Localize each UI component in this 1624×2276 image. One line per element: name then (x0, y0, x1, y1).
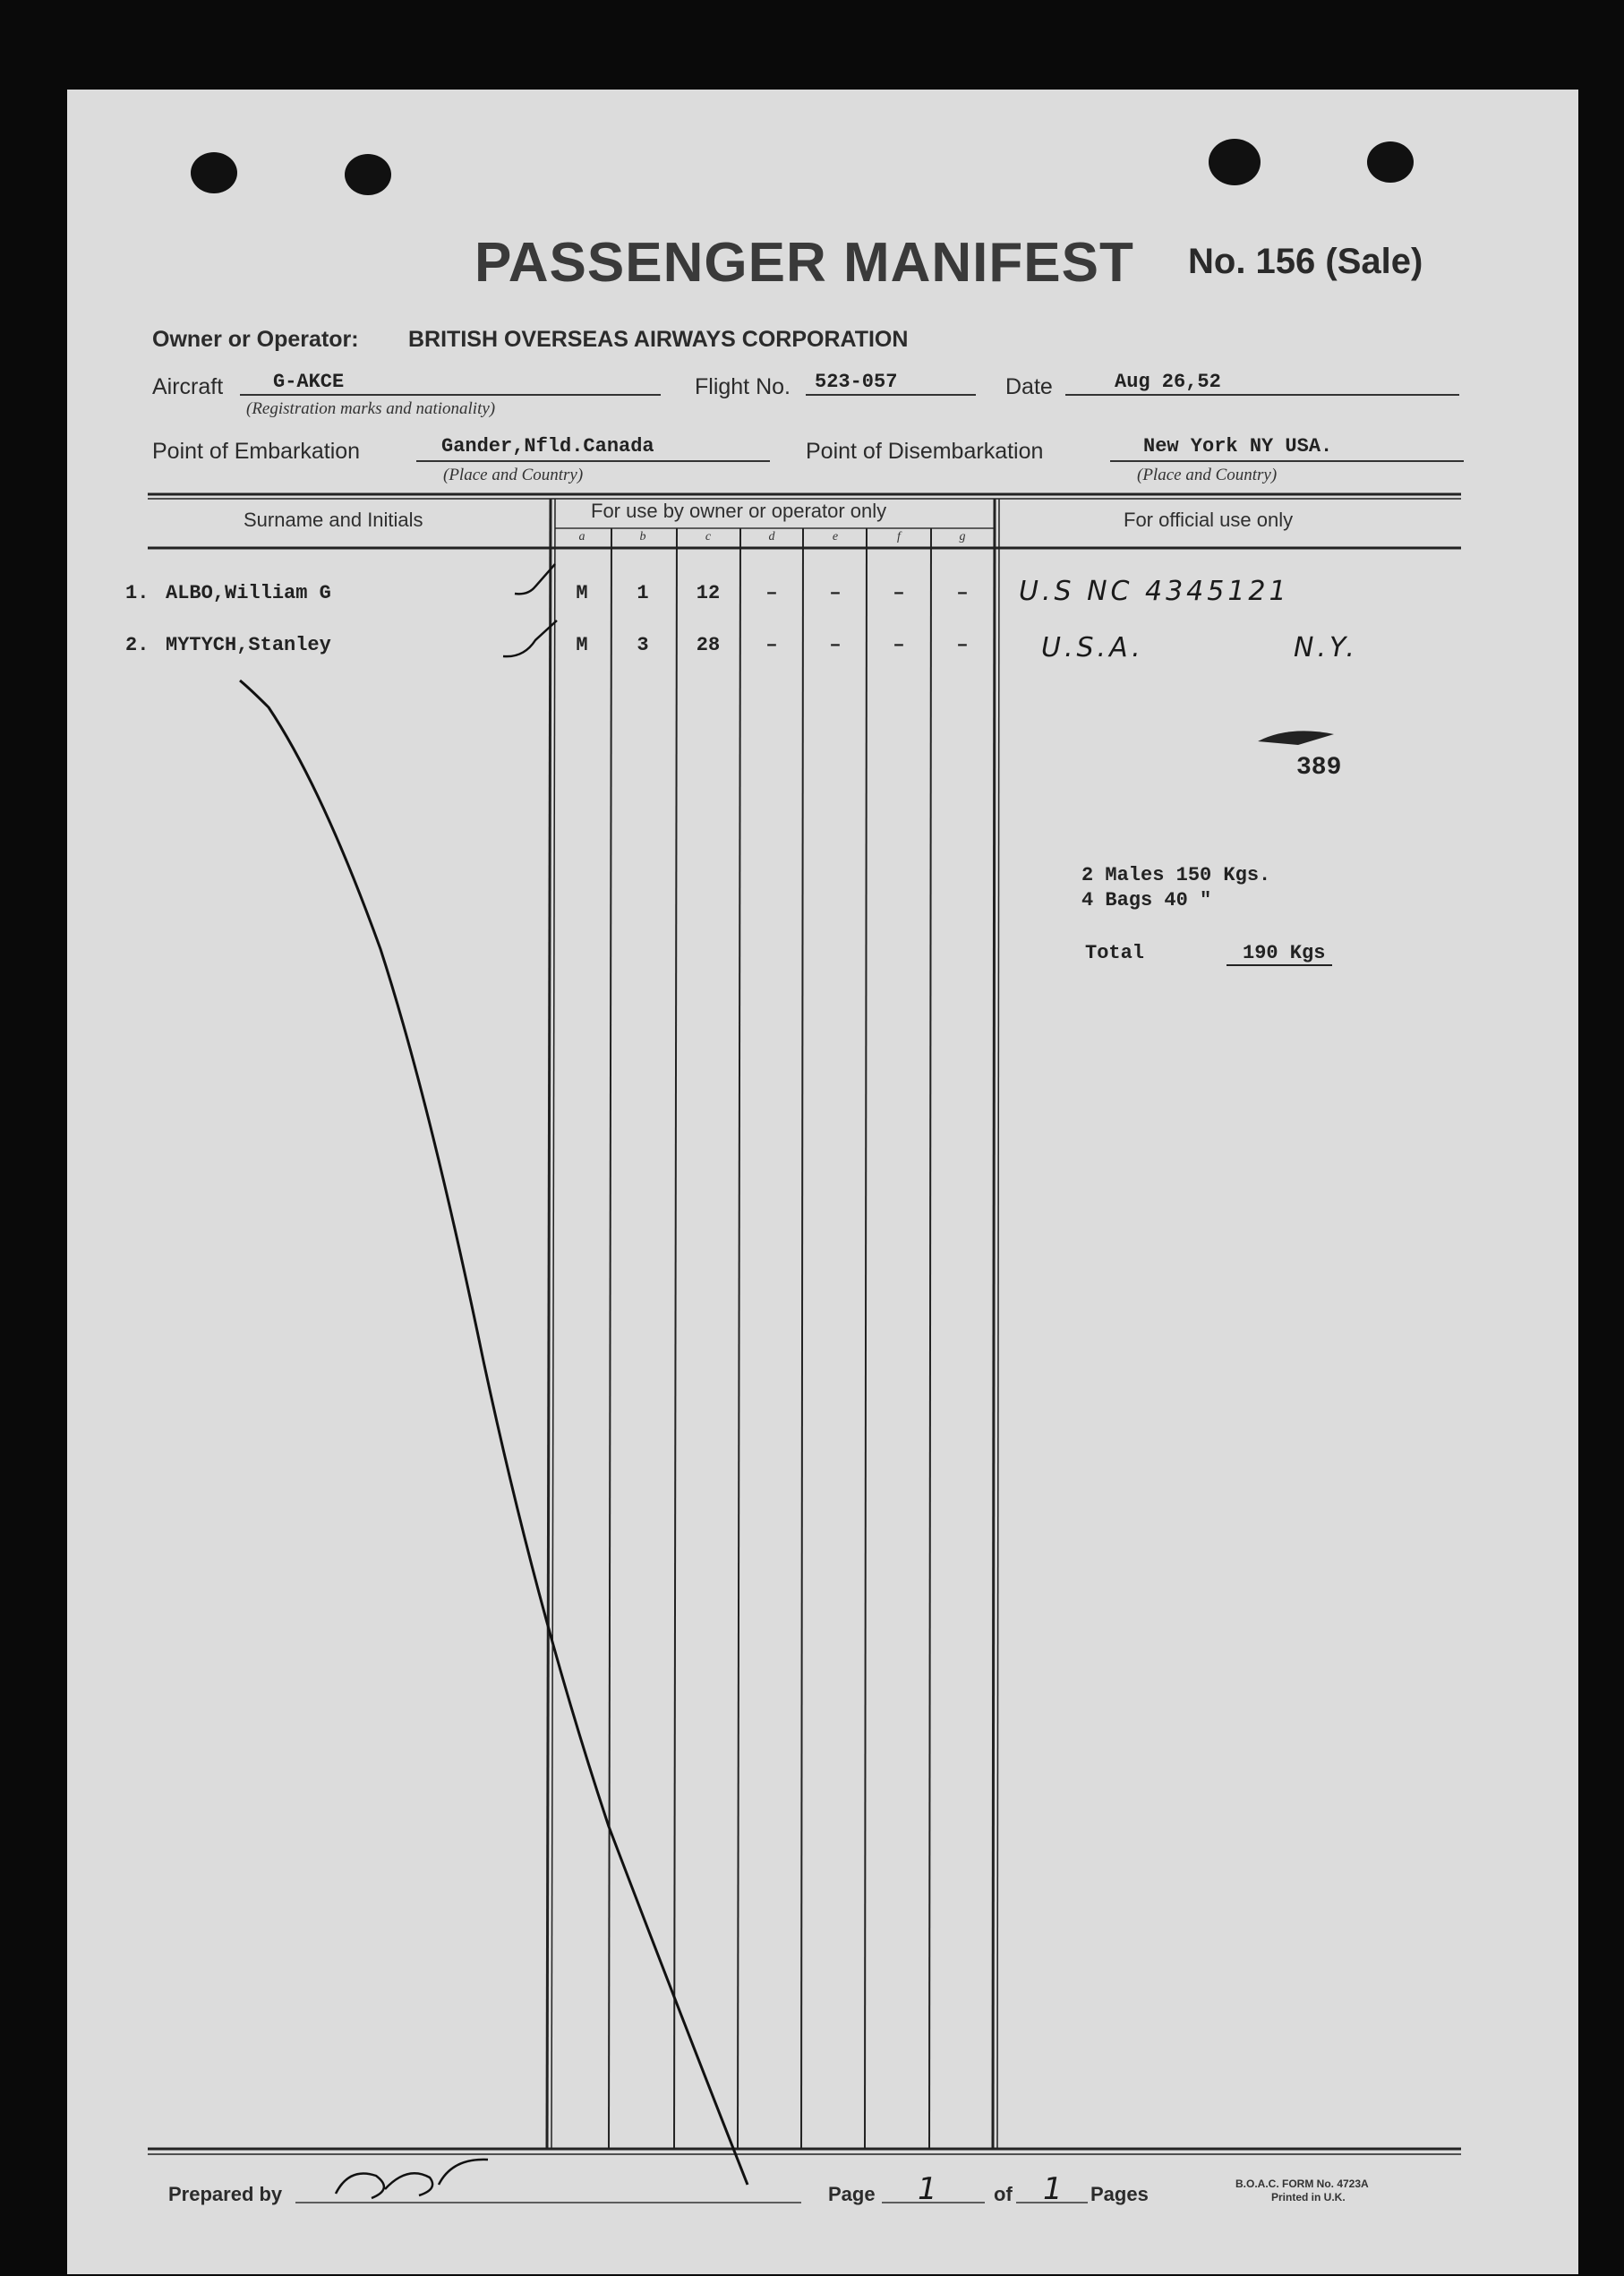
owner-use-header: For use by owner or operator only (591, 500, 887, 522)
disembarkation-label: Point of Disembarkation (806, 439, 1044, 464)
owner-value: BRITISH OVERSEAS AIRWAYS CORPORATION (408, 327, 909, 352)
pages-number: 1 (1043, 2171, 1066, 2207)
embarkation-label: Point of Embarkation (152, 439, 361, 464)
col-header-a: a (578, 530, 585, 543)
col-header-c: c (705, 530, 712, 543)
col-header-d: d (768, 530, 775, 543)
col-header-b: b (639, 530, 646, 543)
row-2-official-left: U.S.A. (1041, 632, 1144, 663)
row-2-cell-f: – (893, 634, 905, 656)
page-number: 1 (918, 2171, 941, 2207)
official-number: 389 (1296, 754, 1342, 782)
official-note-bags: 4 Bags 40 " (1081, 889, 1212, 911)
aircraft-label: Aircraft (152, 374, 224, 399)
row-2-cell-d: – (765, 634, 778, 656)
flight-value: 523-057 (815, 371, 898, 393)
row-2-official-right: N.Y. (1294, 632, 1358, 663)
disembarkation-value: New York NY USA. (1143, 435, 1333, 458)
date-value: Aug 26,52 (1115, 371, 1221, 393)
row-2-cell-g: – (956, 634, 969, 656)
row-2-cell-b: 3 (637, 634, 649, 656)
col-header-g: g (959, 530, 966, 543)
aircraft-sublabel: (Registration marks and nationality) (246, 399, 496, 418)
page-label: Page (828, 2183, 876, 2205)
date-label: Date (1005, 374, 1053, 399)
row-1-cell-f: – (893, 582, 905, 604)
row-2-cell-a: M (576, 634, 588, 656)
row-1-cell-d: – (765, 582, 778, 604)
row-1-cell-e: – (829, 582, 842, 604)
manifest-number: No. 156 (Sale) (1188, 242, 1423, 281)
official-note-males: 2 Males 150 Kgs. (1081, 864, 1271, 886)
row-1-cell-g: – (956, 582, 969, 604)
prepared-by-label: Prepared by (168, 2183, 283, 2205)
official-total-value: 190 Kgs (1243, 942, 1326, 964)
row-2-cell-c: 28 (696, 634, 721, 656)
row-2-cell-e: – (829, 634, 842, 656)
pages-label: Pages (1090, 2183, 1149, 2205)
form-number: B.O.A.C. FORM No. 4723A (1235, 2178, 1369, 2190)
of-label: of (994, 2183, 1013, 2205)
col-header-f: f (897, 530, 901, 543)
embarkation-value: Gander,Nfld.Canada (441, 435, 654, 458)
official-use-header: For official use only (1124, 509, 1294, 531)
row-2-name: MYTYCH,Stanley (166, 634, 331, 656)
aircraft-value: G-AKCE (273, 371, 345, 393)
flight-label: Flight No. (695, 374, 791, 399)
page-title: PASSENGER MANIFEST (474, 232, 1134, 294)
disembarkation-sublabel: (Place and Country) (1137, 466, 1278, 484)
row-1-cell-b: 1 (637, 582, 649, 604)
row-2-number: 2. (125, 634, 150, 656)
row-1-official-note: U.S NC 4345121 (1019, 576, 1290, 607)
owner-label: Owner or Operator: (152, 327, 359, 352)
row-1-number: 1. (125, 582, 150, 604)
surname-header: Surname and Initials (244, 509, 423, 531)
printed-in: Printed in U.K. (1271, 2191, 1346, 2203)
embarkation-sublabel: (Place and Country) (443, 466, 584, 484)
row-1-cell-c: 12 (696, 582, 721, 604)
col-header-e: e (832, 530, 839, 543)
row-1-cell-a: M (576, 582, 588, 604)
official-total-label: Total (1085, 942, 1145, 964)
row-1-name: ALBO,William G (166, 582, 331, 604)
